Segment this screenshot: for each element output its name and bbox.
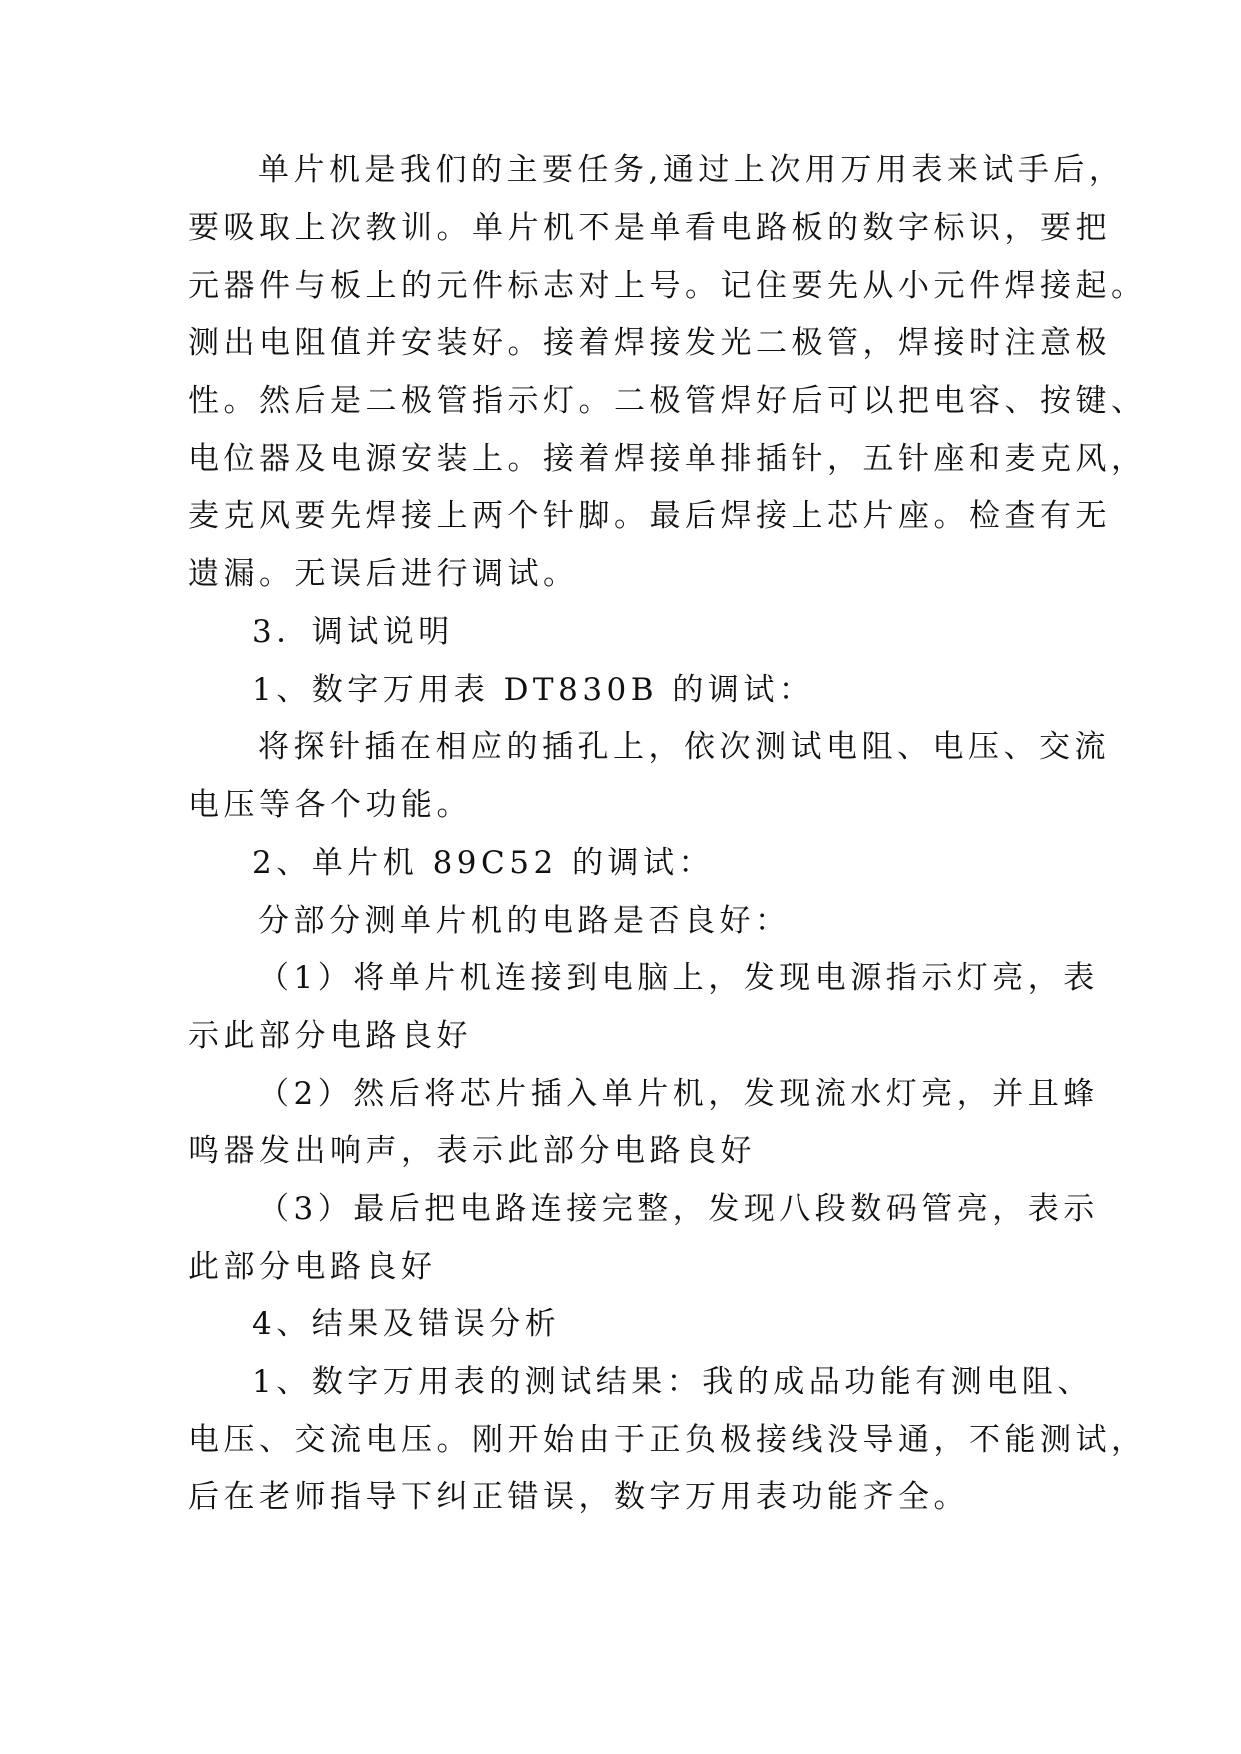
text-line: 要吸取上次教训。单片机不是单看电路板的数字标识，要把 [188,210,1111,246]
subsection-heading: 1、数字万用表 DT830B 的调试： [252,672,815,708]
text-line: 电压、交流电压。刚开始由于正负极接线没导通，不能测试， [188,1422,1147,1458]
text-line: 此部分电路良好 [188,1249,437,1285]
list-item: （3）最后把电路连接完整，发现八段数码管亮，表示 [258,1191,1099,1227]
subsection-heading: 2、单片机 89C52 的调试： [252,845,715,881]
text-line: 1、数字万用表的测试结果：我的成品功能有测电阻、 [252,1364,1093,1400]
text-line: 示此部分电路良好 [188,1018,472,1054]
section-heading: 3．调试说明 [252,614,454,650]
text-line: 麦克风要先焊接上两个针脚。最后焊接上芯片座。检查有无 [188,498,1111,534]
text-line: 将探针插在相应的插孔上，依次测试电阻、电压、交流 [258,729,1110,765]
text-line: 性。然后是二极管指示灯。二极管焊好后可以把电容、按键、 [188,383,1147,419]
text-line: 电压等各个功能。 [188,787,472,823]
list-item: （2）然后将芯片插入单片机，发现流水灯亮，并且蜂 [258,1076,1099,1112]
text-line: 后在老师指导下纠正错误，数字万用表功能齐全。 [188,1479,969,1515]
text-line: 单片机是我们的主要任务,通过上次用万用表来试手后， [258,152,1125,188]
list-item: （1）将单片机连接到电脑上，发现电源指示灯亮，表 [258,960,1099,996]
text-line: 分部分测单片机的电路是否良好： [258,903,791,939]
section-heading: 4、结果及错误分析 [252,1306,561,1342]
text-line: 电位器及电源安装上。接着焊接单排插针，五针座和麦克风， [188,441,1147,477]
text-line: 元器件与板上的元件标志对上号。记住要先从小元件焊接起。 [188,268,1147,304]
text-line: 遗漏。无误后进行调试。 [188,556,579,592]
text-line: 测出电阻值并安装好。接着焊接发光二极管，焊接时注意极 [188,325,1111,361]
text-line: 鸣器发出响声，表示此部分电路良好 [188,1133,756,1169]
